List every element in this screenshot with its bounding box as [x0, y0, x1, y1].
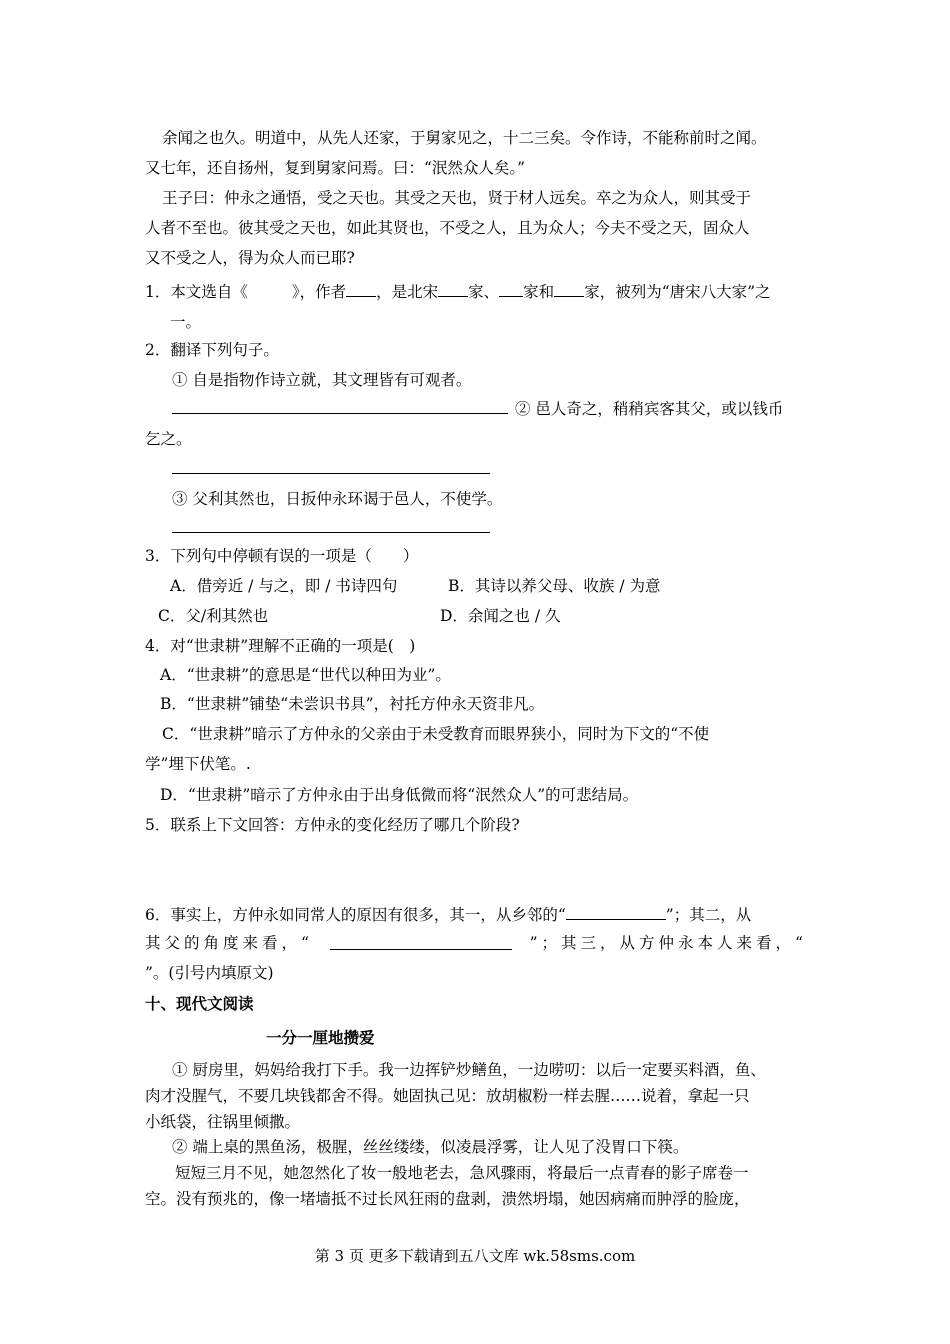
answer-blank[interactable] — [499, 280, 523, 297]
option-a: A．借旁近 / 与之，即 / 书诗四句 — [170, 577, 398, 595]
passage-line: 人者不至也。彼其受之天也，如此其贤也，不受之人，且为众人；今夫不受之天，固众人 — [145, 219, 750, 237]
question-6-line: 其父的角度来看，“ ”；其三，从方仲永本人来看，“ — [145, 934, 807, 952]
article-line: 短短三月不见，她忽然化了妆一般地老去，急风骤雨，将最后一点青春的影子席卷一 — [175, 1164, 749, 1182]
option-d: D．余闻之也 / 久 — [440, 607, 561, 625]
article-line: 空。没有预兆的，像一堵墙抵不过长风狂雨的盘剥，溃然坍塌，她因病痛而肿浮的脸庞， — [145, 1190, 750, 1208]
option-c: C．父/利其然也 — [158, 607, 269, 625]
section-heading: 十、现代文阅读 — [145, 995, 254, 1013]
option-b: B．其诗以养父母、收族 / 为意 — [448, 577, 661, 595]
question-6-line: 6．事实上，方仲永如同常人的原因有很多，其一，从乡邻的“ ”；其二，从 — [145, 903, 751, 925]
article-line: ① 厨房里，妈妈给我打下手。我一边挥铲炒鳝鱼，一边唠叨：以后一定要买料酒，鱼、 — [172, 1061, 766, 1079]
option-c: C．“世隶耕”暗示了方仲永的父亲由于未受教育而眼界狭小，同时为下文的“不使 — [162, 725, 710, 743]
passage-line: 王子曰：仲永之通悟，受之天也。其受之天也，贤于材人远矣。卒之为众人，则其受于 — [162, 189, 752, 207]
answer-blank[interactable] — [330, 933, 512, 950]
answer-blank[interactable] — [438, 280, 468, 297]
passage-line: 余闻之也久。明道中，从先人还家，于舅家见之，十二三矣。令作诗，不能称前时之闻。 — [162, 129, 767, 147]
answer-blank[interactable] — [554, 280, 584, 297]
page-footer: 第 3 页 更多下载请到五八文库 wk.58sms.com — [314, 1247, 636, 1265]
option-a: A．“世隶耕”的意思是“世代以种田为业”。 — [160, 666, 451, 684]
sentence-1: ① 自是指物作诗立就，其文理皆有可观者。 — [172, 371, 472, 389]
question-1: 1．本文选自《 》，作者 ，是北宋 家、 家和 家，被列为“唐宋八大家”之 — [145, 280, 771, 302]
article-title: 一分一厘地攒爱 — [266, 1029, 375, 1047]
question-5-title: 5．联系上下文回答：方仲永的变化经历了哪几个阶段? — [145, 816, 520, 834]
answer-line[interactable] — [172, 532, 490, 533]
article-line: 小纸袋，往锅里倾撒。 — [145, 1113, 301, 1131]
passage-line: 又不受之人，得为众人而已耶? — [145, 249, 355, 267]
article-line: 肉才没腥气，不要几块钱都舍不得。她固执己见：放胡椒粉一样去腥……说着，拿起一只 — [145, 1087, 750, 1105]
option-c-cont: 学”埋下伏笔。. — [145, 755, 251, 773]
option-d: D．“世隶耕”暗示了方仲永由于出身低微而将“泯然众人”的可悲结局。 — [160, 786, 639, 804]
answer-line[interactable] — [172, 473, 490, 474]
passage-line: 又七年，还自扬州，复到舅家问焉。曰：“泯然众人矣。” — [145, 159, 526, 177]
question-6-line: ”。(引号内填原文) — [145, 964, 274, 982]
option-b: B．“世隶耕”铺垫“未尝识书具”，衬托方仲永天资非凡。 — [160, 695, 545, 713]
sentence-2: ② 邑人奇之，稍稍宾客其父，或以钱币 — [515, 400, 784, 418]
sentence-3: ③ 父利其然也，日扳仲永环谒于邑人，不使学。 — [172, 490, 503, 508]
article-line: ② 端上桌的黑鱼汤，极腥，丝丝缕缕，似凌晨浮雾，让人见了没胃口下筷。 — [172, 1138, 689, 1156]
answer-line[interactable] — [172, 413, 508, 414]
answer-blank[interactable] — [566, 903, 666, 920]
sentence-2-cont: 乞之。 — [145, 430, 192, 448]
question-4-title: 4．对“世隶耕”理解不正确的一项是( ) — [145, 637, 416, 655]
answer-blank[interactable] — [346, 280, 376, 297]
question-2-title: 2．翻译下列句子。 — [145, 341, 279, 359]
question-1-cont: 一。 — [170, 313, 202, 331]
question-3-title: 3．下列句中停顿有误的一项是（ ） — [145, 547, 419, 565]
